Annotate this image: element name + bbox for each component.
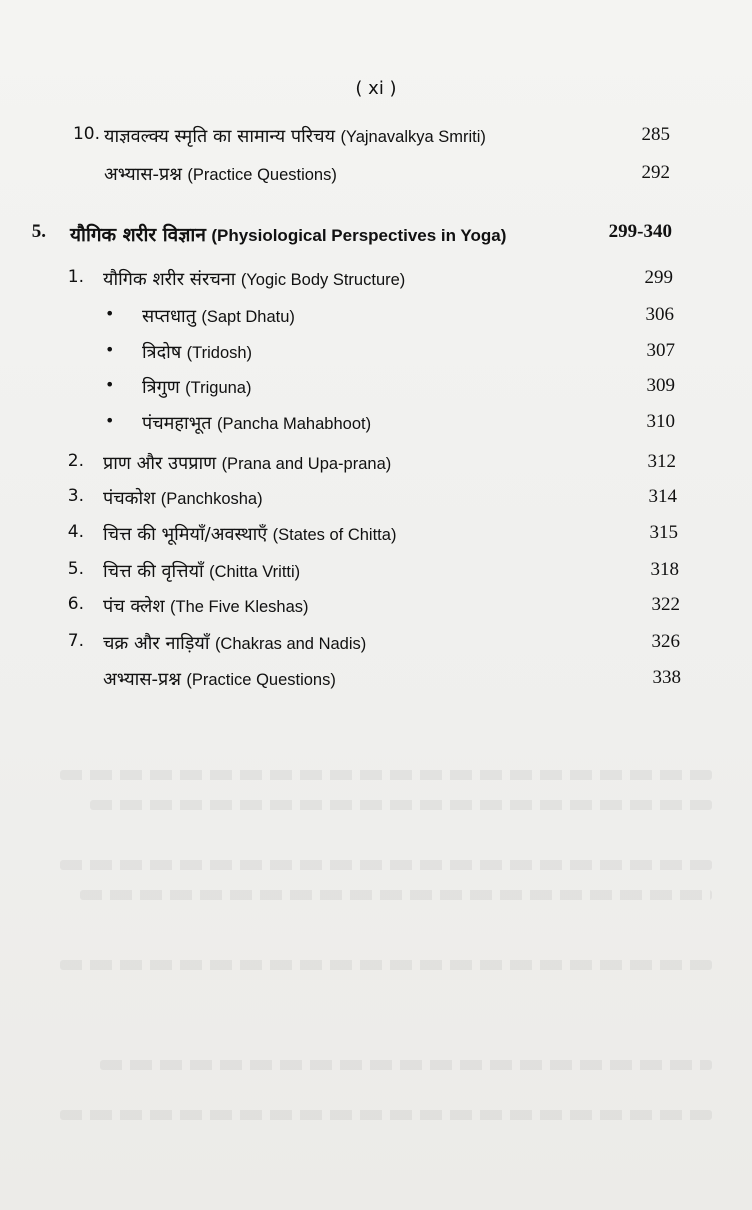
entry-title <box>104 162 337 186</box>
entry-title <box>103 559 300 583</box>
chapter-number: 5. <box>31 221 46 242</box>
entry-number: 6. <box>67 594 84 614</box>
entry-title-english: (Prana and Upa-prana) <box>221 455 392 473</box>
entry-title-english: (States of Chitta) <box>272 526 397 544</box>
entry-page: 285 <box>641 124 670 145</box>
bullet-icon: • <box>105 304 115 323</box>
entry-number: 7. <box>67 631 84 651</box>
bleed-through-text <box>100 1060 712 1070</box>
entry-title <box>103 594 309 618</box>
toc-entry <box>0 162 752 192</box>
entry-page: 322 <box>651 594 680 615</box>
entry-title <box>142 411 371 435</box>
page-number: ( xi ) <box>355 78 397 99</box>
entry-title-hindi: त्रिदोष <box>142 342 182 363</box>
chapter-title-english: (Physiological Perspectives in Yoga) <box>211 226 507 245</box>
toc-entry <box>0 631 752 661</box>
entry-title <box>103 522 396 546</box>
toc-subentry <box>0 304 752 334</box>
entry-title-english: (Sapt Dhatu) <box>201 308 295 326</box>
toc-entry <box>0 667 752 697</box>
toc-entry <box>0 594 752 624</box>
entry-number: 5. <box>67 559 84 579</box>
toc-entry <box>0 486 752 516</box>
entry-title-hindi: पंचमहाभूत <box>142 413 212 434</box>
toc-entry <box>0 522 752 552</box>
entry-title-hindi: पंचकोश <box>103 488 156 509</box>
bullet-icon: • <box>105 411 115 430</box>
entry-page: 318 <box>650 559 679 580</box>
entry-title <box>142 304 295 328</box>
toc-entry <box>0 559 752 589</box>
toc-entry <box>0 124 752 154</box>
bleed-through-text <box>60 960 712 970</box>
entry-title-english: (Chitta Vritti) <box>209 563 301 581</box>
entry-title <box>103 486 263 510</box>
entry-title-hindi: याज्ञवल्क्य स्मृति का सामान्य परिचय <box>104 126 336 147</box>
entry-page: 312 <box>647 451 676 472</box>
entry-page: 338 <box>652 667 681 688</box>
entry-page: 306 <box>645 304 674 325</box>
bleed-through-text <box>60 770 712 780</box>
entry-title-hindi: चित्त की वृत्तियाँ <box>103 561 204 582</box>
entry-page: 309 <box>646 375 675 396</box>
entry-title <box>103 631 366 655</box>
entry-title <box>103 267 405 291</box>
chapter-title <box>70 221 506 247</box>
entry-title-hindi: त्रिगुण <box>142 377 180 398</box>
bleed-through-text <box>90 800 712 810</box>
entry-title-english: (Yogic Body Structure) <box>240 271 406 289</box>
entry-page: 314 <box>648 486 677 507</box>
entry-title-hindi: सप्तधातु <box>142 306 196 327</box>
toc-subentry <box>0 340 752 370</box>
toc-chapter-heading <box>0 221 752 251</box>
entry-number: 3. <box>67 486 84 506</box>
entry-title <box>142 375 251 399</box>
entry-title-hindi: चक्र और नाड़ियाँ <box>103 633 210 654</box>
entry-title-english: (Triguna) <box>185 379 252 397</box>
entry-page: 307 <box>646 340 675 361</box>
toc-subentry <box>0 375 752 405</box>
entry-page: 315 <box>649 522 678 543</box>
toc-entry <box>0 451 752 481</box>
entry-title-hindi: अभ्यास-प्रश्न <box>103 669 181 690</box>
entry-page: 299 <box>644 267 673 288</box>
entry-page: 310 <box>646 411 675 432</box>
entry-title-english: (Practice Questions) <box>187 166 337 184</box>
entry-title <box>104 124 486 148</box>
entry-title <box>103 451 391 475</box>
entry-title-english: (Panchkosha) <box>160 490 263 508</box>
entry-title-hindi: यौगिक शरीर संरचना <box>103 269 236 290</box>
entry-title-hindi: प्राण और उपप्राण <box>103 453 217 474</box>
entry-title-hindi: अभ्यास-प्रश्न <box>104 164 182 185</box>
entry-title-english: (Yajnavalkya Smriti) <box>340 128 486 146</box>
entry-title <box>103 667 336 691</box>
chapter-page-range: 299-340 <box>608 221 672 242</box>
entry-title-english: (Pancha Mahabhoot) <box>216 415 372 433</box>
entry-title-hindi: चित्त की भूमियाँ/अवस्थाएँ <box>103 524 268 545</box>
entry-number: 10. <box>72 124 100 144</box>
bleed-through-text <box>60 1110 712 1120</box>
entry-title-english: (The Five Kleshas) <box>170 598 309 616</box>
entry-number: 1. <box>67 267 84 287</box>
toc-entry <box>0 267 752 297</box>
entry-page: 326 <box>651 631 680 652</box>
chapter-title-hindi: यौगिक शरीर विज्ञान <box>70 224 206 246</box>
entry-number: 4. <box>67 522 84 542</box>
bleed-through-text <box>80 890 712 900</box>
entry-title-english: (Chakras and Nadis) <box>214 635 367 653</box>
toc-subentry <box>0 411 752 441</box>
bullet-icon: • <box>105 340 115 359</box>
entry-title-english: (Practice Questions) <box>186 671 336 689</box>
entry-title <box>142 340 252 364</box>
bleed-through-text <box>60 860 712 870</box>
entry-title-english: (Tridosh) <box>186 344 253 362</box>
entry-number: 2. <box>67 451 84 471</box>
entry-title-hindi: पंच क्लेश <box>103 596 165 617</box>
entry-page: 292 <box>641 162 670 183</box>
bullet-icon: • <box>105 375 115 394</box>
